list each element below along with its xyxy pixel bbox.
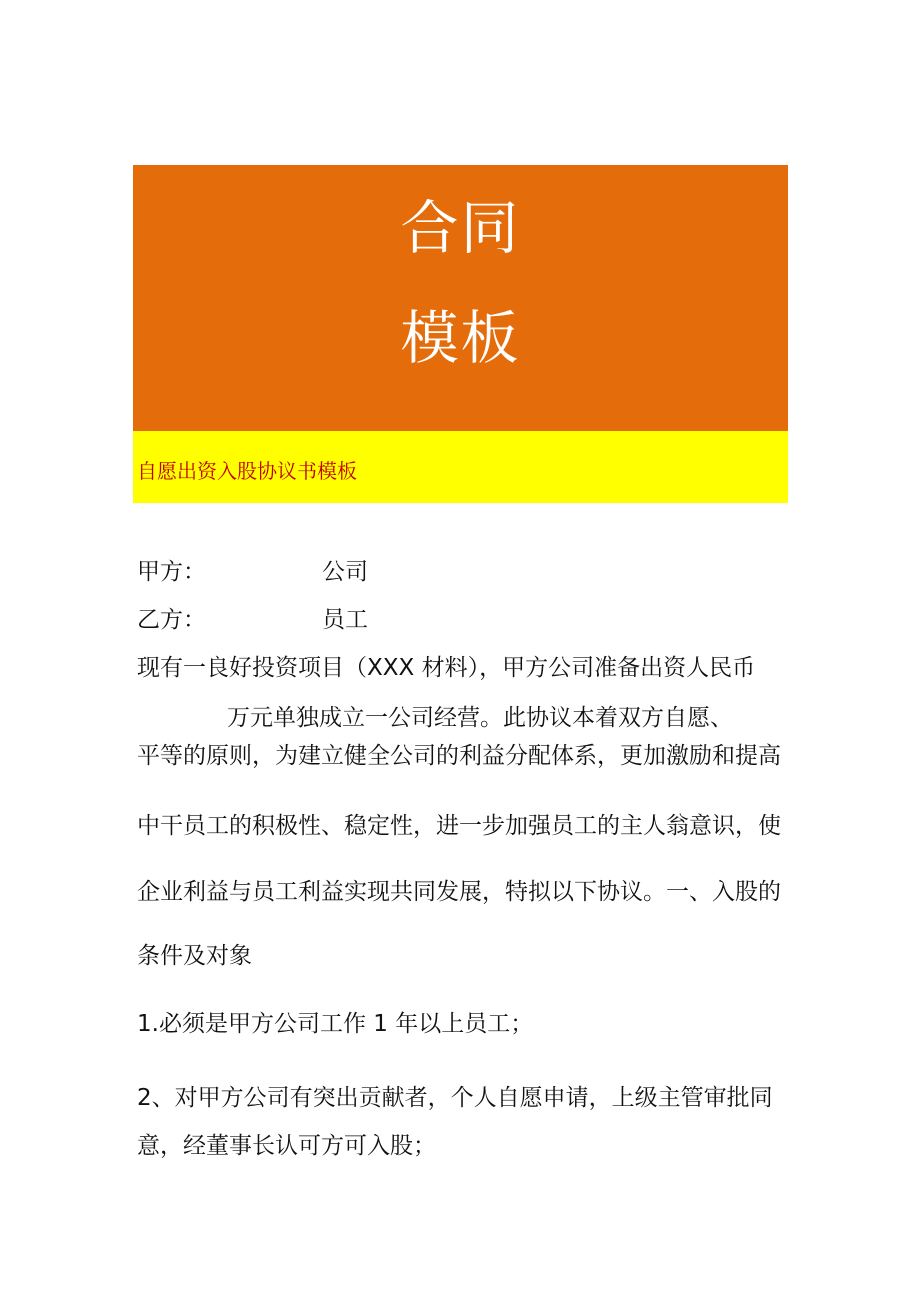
party-a-value: 公司 xyxy=(322,559,368,585)
paragraph-line: 企业利益与员工利益实现共同发展，特拟以下协议。一、入股的 xyxy=(137,879,781,905)
document-subtitle: 自愿出资入股协议书模板 xyxy=(137,459,357,483)
cover-title-line2: 模板 xyxy=(400,304,521,372)
paragraph-line: 平等的原则，为建立健全公司的利益分配体系，更加激励和提高 xyxy=(137,743,781,769)
list-item-continuation: 意，经董事长认可方可入股； xyxy=(137,1133,436,1159)
list-item: 2、对甲方公司有突出贡献者，个人自愿申请，上级主管审批同 xyxy=(137,1085,773,1111)
paragraph-line: 万元单独成立一公司经营。此协议本着双方自愿、 xyxy=(227,705,733,731)
party-b-label: 乙方： xyxy=(137,607,206,633)
party-a-label: 甲方： xyxy=(137,559,206,585)
party-b-value: 员工 xyxy=(322,607,368,633)
subtitle-bar xyxy=(133,431,788,503)
list-item: 1.必须是甲方公司工作 1 年以上员工； xyxy=(137,1011,534,1037)
paragraph-line: 现有一良好投资项目（XXX 材料），甲方公司准备出资人民币 xyxy=(137,655,756,681)
paragraph-line: 条件及对象 xyxy=(137,943,252,969)
paragraph-line: 中干员工的积极性、稳定性，进一步加强员工的主人翁意识，使 xyxy=(137,813,781,839)
cover-banner xyxy=(133,165,788,431)
cover-title-line1: 合同 xyxy=(400,194,521,262)
